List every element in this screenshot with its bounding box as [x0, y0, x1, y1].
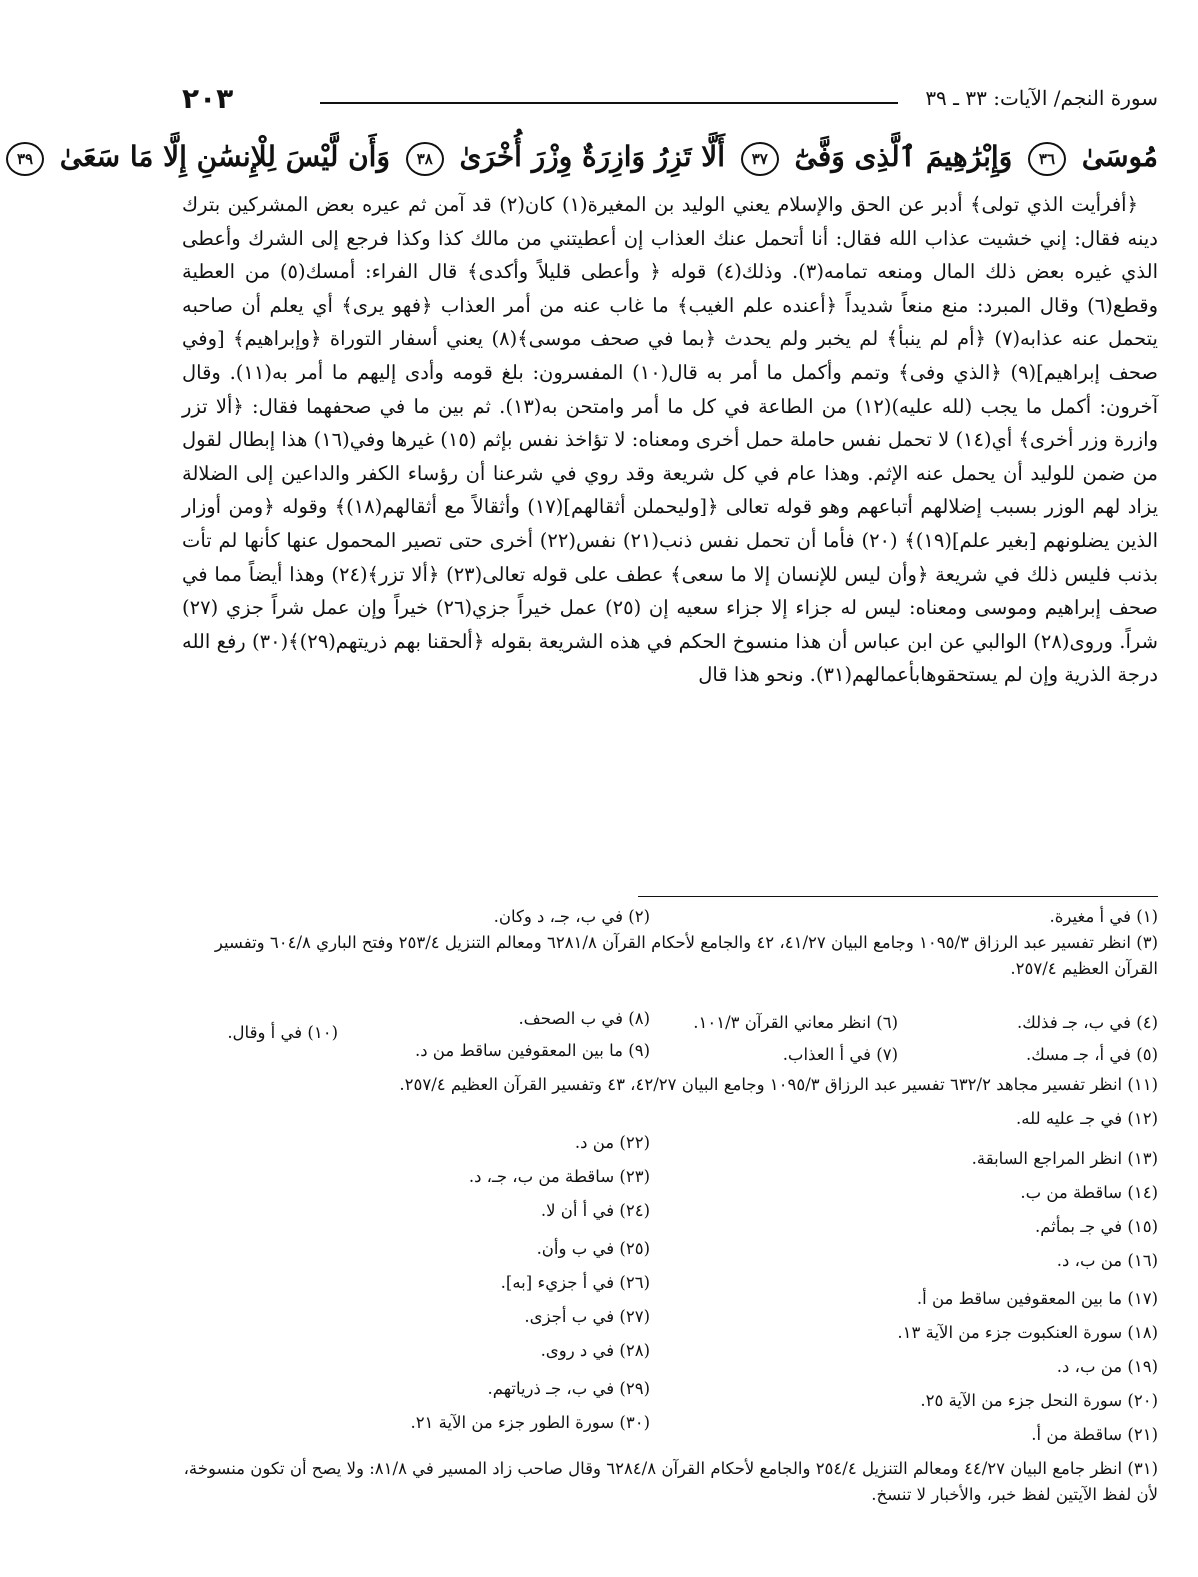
footnote: (٧) في أ العذاب.	[782, 1045, 898, 1064]
verse-segment: أَلَّا تَزِرُ وَازِرَةٌ وِزْرَ أُخْرَىٰ	[459, 140, 726, 173]
footnote: (١٥) في جـ بمأثم.	[1035, 1217, 1158, 1236]
footnote: (١٢) في جـ عليه لله.	[1016, 1109, 1158, 1128]
footnote: (١٨) سورة العنكبوت جزء من الآية ١٣.	[897, 1323, 1158, 1342]
footnote: (٢٩) في ب، جـ ذرياتهم.	[487, 1379, 650, 1398]
footnote: (٢٤) في أ أن لا.	[540, 1201, 650, 1220]
verse-number: ٣٧	[741, 142, 779, 176]
footnote: (٢٦) في أ جزيء [به].	[500, 1273, 650, 1292]
header-rule	[320, 102, 898, 104]
footnote: (١) في أ مغيرة.	[1049, 907, 1158, 926]
footnote: (٢٧) في ب أجزى.	[524, 1307, 650, 1326]
footnote: (٢٥) في ب وأن.	[536, 1239, 650, 1258]
footnote: (٣) انظر تفسير عبد الرزاق ١٠٩٥/٣ وجامع البيان ٤١/٢٧، ٤٢ والجامع لأحكام القرآن ٦٢٨١/٨ ومعالم التنزيل ٢٥٣/٤ وفتح الباري ٦٠٤/٨ وتفسير القرآن العظيم ٢٥٧/٤.	[214, 933, 1158, 978]
footnote: (٣٠) سورة الطور جزء من الآية ٢١.	[410, 1413, 650, 1432]
footnote: (١٤) ساقطة من ب.	[1020, 1183, 1158, 1202]
page-number: ٢٠٣	[182, 82, 234, 115]
verse-number: ٣٩	[6, 142, 44, 176]
verse-number: ٣٦	[1028, 142, 1066, 176]
footnote: (١٠) في أ وقال.	[227, 1023, 338, 1042]
footnote: (٥) في أ، جـ مسك.	[1025, 1045, 1158, 1064]
book-page	[16, 0, 1198, 1577]
footnote: (١٧) ما بين المعقوفين ساقط من أ.	[916, 1289, 1158, 1308]
footnote: (١٦) من ب، د.	[1056, 1251, 1158, 1270]
footnote: (٦) انظر معاني القرآن ١٠١/٣.	[693, 1013, 898, 1032]
footnote: (٢١) ساقطة من أ.	[1031, 1425, 1158, 1444]
verse-segment: مُوسَىٰ	[1081, 140, 1158, 173]
footnote: (١٣) انظر المراجع السابقة.	[971, 1149, 1158, 1168]
quran-verse-line	[16, 132, 1158, 182]
footnote: (٢٢) من د.	[574, 1133, 650, 1152]
footnote: (٩) ما بين المعقوفين ساقط من د.	[414, 1041, 650, 1060]
footnote-separator	[638, 896, 1158, 897]
footnote: (٢٨) في د روى.	[540, 1341, 650, 1360]
footnote: (٤) في ب، جـ فذلك.	[1017, 1013, 1158, 1032]
footnote: (١٩) من ب، د.	[1056, 1357, 1158, 1376]
running-header	[182, 82, 1158, 116]
footnote: (٢٠) سورة النحل جزء من الآية ٢٥.	[920, 1391, 1158, 1410]
commentary-body	[182, 188, 1158, 878]
verse-number: ٣٨	[406, 142, 444, 176]
footnote: (٢٣) ساقطة من ب، جـ، د.	[468, 1167, 650, 1186]
footnote: (٨) في ب الصحف.	[518, 1009, 650, 1028]
verse-segment: وَأَن لَّيْسَ لِلْإِنسَٰنِ إِلَّا مَا سَعَىٰ	[59, 140, 390, 173]
commentary-paragraph: ﴿أفرأيت الذي تولى﴾ أدبر عن الحق والإسلام يعني الوليد بن المغيرة(١) كان(٢) قد آمن ثم عيره بعض المشركين بترك دينه فقال: إني خشيت عذاب الله فقال: أنا أتحمل عنك العذاب إن أعطيتني من مالك كذا وكذا فرجع إلى الشرك وأعطى الذي غيره بعض ذلك المال ومنعه تمامه(٣). وذلك(٤) قوله ﴿ وأعطى قليلاً وأكدى﴾ قال الفراء: أمسك(٥) من العطية وقطع(٦) وقال المبرد: منع منعاً شديداً ﴿أعنده علم الغيب﴾ ما غاب عنه من أمر العذاب ﴿فهو يرى﴾ أي يعلم أن صاحبه يتحمل عنه عذابه(٧) ﴿أم لم ينبأ﴾ لم يخبر ولم يحدث ﴿بما في صحف موسى﴾(٨) يعني أسفار التوراة ﴿وإبراهيم﴾ [وفي صحف إبراهيم](٩) ﴿الذي وفى﴾ وتمم وأكمل ما أمر به قال(١٠) المفسرون: بلغ قومه وأدى إليهم ما أمر به(١١). وقال آخرون: أكمل ما يجب (لله عليه)(١٢) من الطاعة في كل ما أمر وامتحن به(١٣). ثم بين ما في صحفهما فقال: ﴿ألا تزر وازرة وزر أخرى﴾ أي(١٤) لا تحمل نفس حاملة حمل أخرى ومعناه: لا تؤاخذ نفس بإثم (١٥) غيرها وفي(١٦) هذا إبطال لقول من ضمن للوليد أن يحمل عنه الإثم. وهذا عام في كل شريعة وقد روي في شرعنا أن رؤساء الكفر والداعين إلى الضلالة يزاد لهم الوزر بسبب إضلالهم أتباعهم وهو قوله تعالى ﴿[وليحملن أثقالهم](١٧) وأثقالاً مع أثقالهم(١٨)﴾ وقوله ﴿ومن أوزار الذين يضلونهم [بغير علم](١٩)﴾ (٢٠) فأما أن تحمل نفس ذنب(٢١) نفس(٢٢) أخرى حتى تصير المحمول عنها كأنها لم تأت بذنب فليس ذلك في شريعة ﴿وأن ليس للإنسان إلا ما سعى﴾ عطف على قوله تعالى(٢٣) ﴿ألا تزر﴾(٢٤) وهذا أيضاً مما في صحف إبراهيم وموسى ومعناه: ليس له جزاء إلا جزاء سعيه إن (٢٥) عمل خيراً جزي(٢٦) خيراً وإن عمل شراً جزي (٢٧) شراً. وروى(٢٨) الوالبي عن ابن عباس أن هذا منسوخ الحكم في هذه الشريعة بقوله ﴿ألحقنا بهم ذريتهم(٢٩)﴾(٣٠) رفع الله درجة الذرية وإن لم يستحقوهابأعمالهم(٣١). ونحو هذا قال	[182, 193, 1159, 687]
footnote: (٣١) انظر جامع البيان ٤٤/٢٧ ومعالم التنزيل ٢٥٤/٤ والجامع لأحكام القرآن ٦٢٨٤/٨ وقال صاحب زاد المسير في ٨١/٨: ولا يصح أن تكون منسوخة، لأن لفظ الآيتين لفظ خبر، والأخبار لا تنسخ.	[183, 1459, 1158, 1504]
footnote: (١١) انظر تفسير مجاهد ٦٣٢/٢ تفسير عبد الرزاق ١٠٩٥/٣ وجامع البيان ٤٢/٢٧، ٤٣ وتفسير القرآن العظيم ٢٥٧/٤.	[399, 1075, 1158, 1094]
verse-segment: وَإِبْرَٰهِيمَ ٱلَّذِى وَفَّىٰٓ	[794, 140, 1013, 173]
surah-title: سورة النجم/ الآيات: ٣٣ ـ ٣٩	[925, 86, 1158, 110]
footnote: (٢) في ب، جـ، د وكان.	[493, 907, 650, 926]
